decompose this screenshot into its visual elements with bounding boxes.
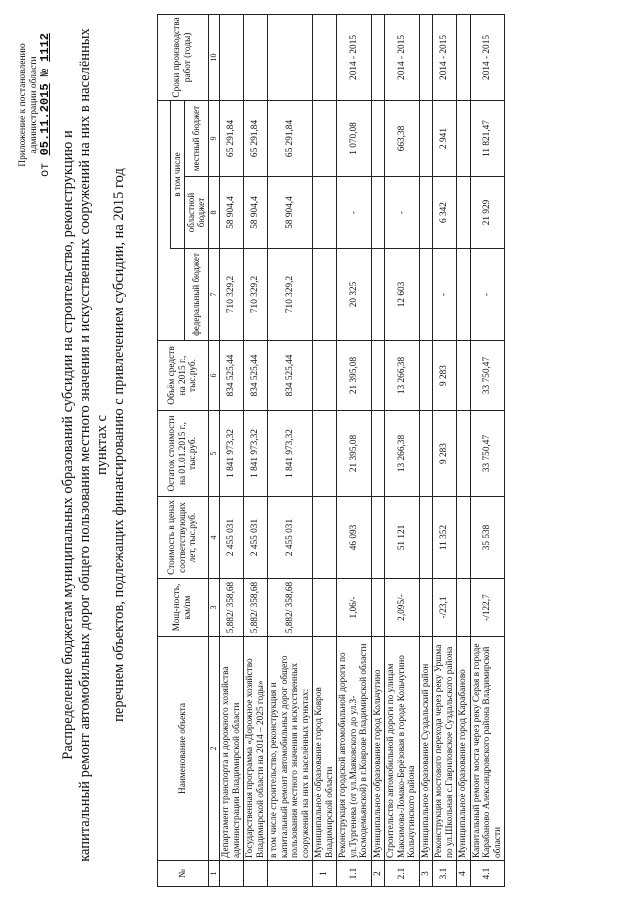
cell-cost [313,497,337,579]
cell-federal: - [433,249,457,341]
cell-term: 2014 - 2015 [385,14,420,100]
cell-capacity: 5,882/ 358,68 [244,579,268,637]
cell-capacity: 1,06/- [337,579,372,637]
cell-term [244,14,268,100]
cell-regional [313,177,337,249]
header-cost: Стоимость в ценах соответствующих лет, тыс.руб. [158,497,209,579]
col-index: 1 [208,861,220,887]
cell-remaining: 9 283 [433,411,457,497]
header-local: местный бюджет [184,100,208,176]
cell-cost: 46 093 [337,497,372,579]
cell-local: 663,38 [385,100,420,176]
table-row [457,14,471,886]
header-term: Сроки производства работ (годы) [158,14,209,100]
cell-remaining [457,411,471,497]
cell-volume [419,341,433,411]
cell-capacity: 5,882/ 358,68 [268,579,313,637]
cell-remaining [419,411,433,497]
subsidy-table [157,14,505,887]
table-row [268,14,313,886]
col-index: 10 [208,14,220,100]
cell-remaining [313,411,337,497]
cell-regional: 58 904,4 [220,177,244,249]
cell-capacity: -/122,7 [470,579,505,637]
approval-line-1: Приложение к постановлению [18,43,28,167]
title-line-1: Распределение бюджетам муниципальных образований субсидии на строительство, реконструкцию и [60,130,76,760]
cell-name: Строительство автомобильной дороги по улицам Максимова-Ломако-Берёзовая в городе Кольчугино Кольчугинского района [385,637,420,861]
cell-remaining: 1 841 973,32 [244,411,268,497]
cell-volume: 9 283 [433,341,457,411]
cell-cost: 51 121 [385,497,420,579]
cell-regional: - [337,177,372,249]
date-value: 05.11.2015 [38,83,52,156]
cell-term [371,14,385,100]
cell-no: 4 [457,861,471,887]
header-name: Наименование объекта [158,637,209,861]
cell-cost: 2 455 031 [244,497,268,579]
approval-line-2: администрации области [29,56,39,154]
header-regional: областной бюджет [184,177,208,249]
cell-no: 1 [313,861,337,887]
cell-name: Муниципальное образование город Кольчугино [371,637,385,861]
cell-name: Департамент транспорта и дорожного хозяйства администрации Владимирской области [220,637,244,861]
cell-regional: 58 904,4 [268,177,313,249]
table-row [244,14,268,886]
cell-capacity: 2,095/- [385,579,420,637]
cell-local: 65 291,84 [244,100,268,176]
cell-cost: 2 455 031 [220,497,244,579]
title-line-2: капитальный ремонт автомобильных дорог общего пользования местного значения и искусственных сооружений на них в населённых пунктах с [77,28,110,862]
cell-capacity [313,579,337,637]
title-line-3: перечнем объектов, подлежащих финансированию с привлечением субсидии, на 2015 год [111,168,127,722]
cell-remaining: 1 841 973,32 [220,411,244,497]
cell-volume: 13 266,38 [385,341,420,411]
cell-name: Капитальный ремонт моста через реку Серая в городе Карабаново Александровского района Владимирской области [470,637,505,861]
cell-no: 4.1 [470,861,505,887]
cell-remaining: 1 841 973,32 [268,411,313,497]
cell-capacity [457,579,471,637]
cell-no: 3 [419,861,433,887]
cell-term: 2014 - 2015 [337,14,372,100]
cell-federal [419,249,433,341]
cell-federal: - [470,249,505,341]
cell-no [220,861,244,887]
number-value: 1112 [38,32,52,62]
cell-no [268,861,313,887]
cell-name: Государственная программа «Дорожное хозяйство Владимирской области на 2014 – 2025 годы» [244,637,268,861]
header-remaining: Остаток стоимости на 01.01.2015 г., тыс.руб. [158,411,209,497]
cell-no: 2 [371,861,385,887]
cell-term [457,14,471,100]
cell-regional: 6 342 [433,177,457,249]
cell-no: 2.1 [385,861,420,887]
approval-block [18,20,51,190]
cell-name: Муниципальное образование город Карабаново [457,637,471,861]
header-capacity: Мощ-ность, км/пм [158,579,209,637]
cell-capacity: -/23,1 [433,579,457,637]
table-row [385,14,420,886]
cell-regional [419,177,433,249]
header-incl: в том числе [171,100,185,248]
cell-no: 3.1 [433,861,457,887]
header-incl-spacer [158,100,171,340]
cell-local: 2 941 [433,100,457,176]
table-row [371,14,385,886]
cell-federal: 710 329,2 [220,249,244,341]
cell-federal [313,249,337,341]
cell-local [419,100,433,176]
table-row [337,14,372,886]
cell-cost: 35 538 [470,497,505,579]
cell-cost: 11 352 [433,497,457,579]
cell-capacity [419,579,433,637]
col-index: 2 [208,637,220,861]
cell-regional [371,177,385,249]
col-index: 7 [208,249,220,341]
cell-name: Реконструкция городской автомобильной дороги по ул.Тургенева (от ул.Маяковского до ул.3-Космодемьянской) в г.Коврове Владимирской области [337,637,372,861]
cell-volume: 834 525,44 [268,341,313,411]
cell-federal: 710 329,2 [268,249,313,341]
document-title [60,25,128,865]
cell-name: Реконструкция мостового перехода через реку Уршма по ул.Школьная с.Гавриловское Суздальского района [433,637,457,861]
cell-volume: 834 525,44 [220,341,244,411]
column-index-row [208,14,220,886]
cell-capacity: 5,882/ 358,68 [220,579,244,637]
cell-volume: 33 750,47 [470,341,505,411]
cell-regional [457,177,471,249]
cell-federal: 12 603 [385,249,420,341]
table-row [220,14,244,886]
table-body [220,14,505,886]
cell-cost [371,497,385,579]
cell-local: 1 070,08 [337,100,372,176]
cell-name: Муниципальное образование Суздальский район [419,637,433,861]
header-volume: Объём средств на 2015 г., тыс.руб. [158,341,209,411]
col-index: 6 [208,341,220,411]
cell-term [419,14,433,100]
cell-term [220,14,244,100]
cell-name: в том числе строительство, реконструкция и капитальный ремонт автомобильных дорог общего пользования местного значения и искусственных сооружений на них в населённых пунктах: [268,637,313,861]
cell-local [371,100,385,176]
col-index: 8 [208,177,220,249]
cell-cost: 2 455 031 [268,497,313,579]
approval-date [40,20,51,190]
header-federal: федеральный бюджет [184,249,208,341]
cell-local: 65 291,84 [220,100,244,176]
cell-regional: 21 929 [470,177,505,249]
cell-regional: - [385,177,420,249]
table-row [433,14,457,886]
cell-cost [419,497,433,579]
cell-no: 1.1 [337,861,372,887]
number-prefix: № [38,69,52,77]
cell-local: 11 821,47 [470,100,505,176]
cell-term: 2014 - 2015 [433,14,457,100]
cell-name: Муниципальное образование город Ковров Владимирской области [313,637,337,861]
date-prefix: от [38,162,52,178]
cell-local [313,100,337,176]
cell-volume [313,341,337,411]
cell-remaining: 13 266,38 [385,411,420,497]
cell-remaining: 33 750,47 [470,411,505,497]
cell-capacity [371,579,385,637]
cell-regional: 58 904,4 [244,177,268,249]
col-index: 5 [208,411,220,497]
cell-volume: 834 525,44 [244,341,268,411]
cell-term [313,14,337,100]
cell-no [244,861,268,887]
cell-local: 65 291,84 [268,100,313,176]
table-row [470,14,505,886]
cell-volume [371,341,385,411]
cell-remaining: 21 395,08 [337,411,372,497]
col-index: 3 [208,579,220,637]
cell-federal [371,249,385,341]
cell-federal: 710 329,2 [244,249,268,341]
table-row [313,14,337,886]
header-no: № [158,861,209,887]
col-index: 4 [208,497,220,579]
table-row [419,14,433,886]
cell-volume: 21 395,08 [337,341,372,411]
cell-term: 2014 - 2015 [470,14,505,100]
col-index: 9 [208,100,220,176]
cell-local [457,100,471,176]
cell-term [268,14,313,100]
cell-federal: 20 325 [337,249,372,341]
cell-cost [457,497,471,579]
cell-volume [457,341,471,411]
cell-federal [457,249,471,341]
cell-remaining [371,411,385,497]
